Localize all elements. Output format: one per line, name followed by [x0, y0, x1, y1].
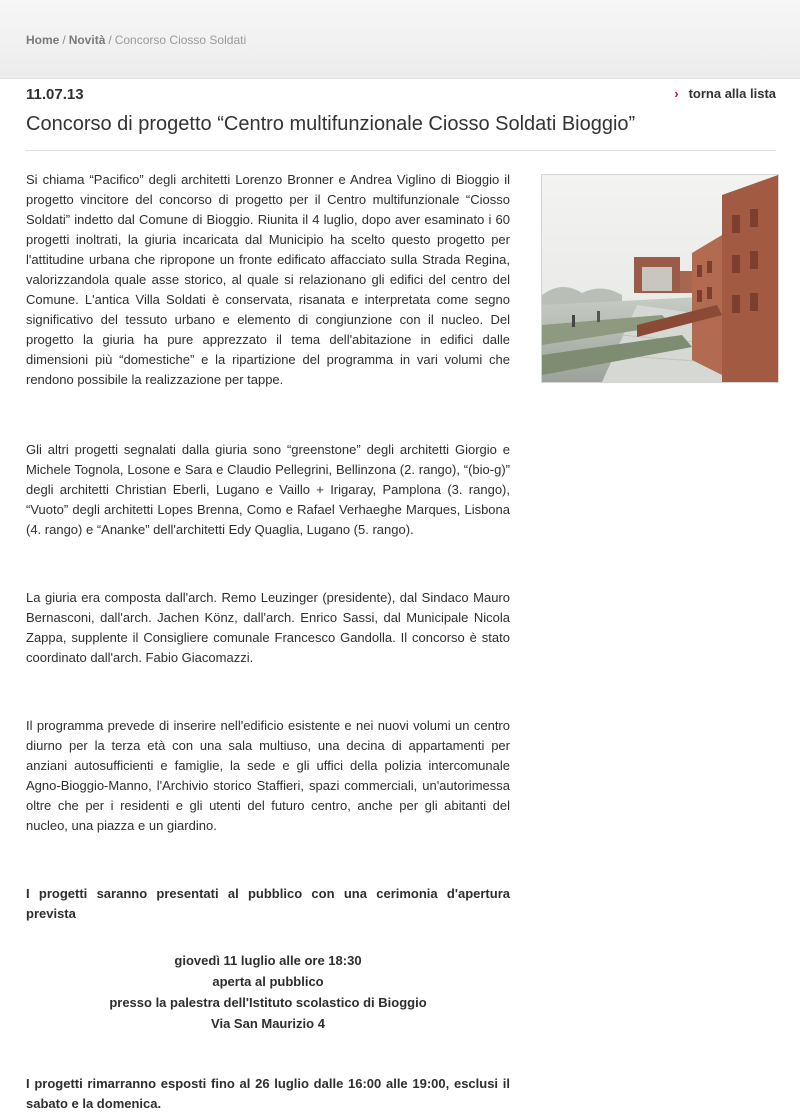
breadcrumb-current: Concorso Ciosso Soldati	[114, 33, 247, 47]
announcement-paragraph: I progetti saranno presentati al pubblico con una cerimonia d'apertura prevista	[26, 886, 510, 921]
breadcrumb	[26, 33, 246, 47]
event-access: aperta al pubblico	[212, 974, 324, 989]
project-rendering-image[interactable]	[541, 174, 779, 383]
article-paragraph: La giuria era composta dall'arch. Remo Leuzinger (presidente), dal Sindaco Mauro Bernasconi, dall'arch. Jachen Könz, dall'arch. Enrico Sassi, dal Municipale Nicola Zappa, supplente il Consigliere comunale Francesco Gandolla. Il concorso è stato coordinato dall'arch. Fabio Giacomazzi.	[26, 590, 510, 665]
article-body	[26, 170, 510, 1114]
breadcrumb-home-link[interactable]: Home	[26, 33, 60, 47]
breadcrumb-separator: /	[62, 33, 66, 47]
architecture-rendering-icon	[542, 175, 778, 382]
article-paragraph: Gli altri progetti segnalati dalla giuria sono “greenstone” degli architetti Giorgio e Michele Tognola, Losone e Sara e Claudio Pellegrini, Bellinzona (2. rango), “(bio-g)” degli architetti Christian Eberli, Lugano e Vaillo + Irigaray, Pamplona (3. rango), “Vuoto” degli architetti Lopes Brenna, Como e Rafael Verhaeghe Marques, Lisbona (4. rango) e “Ananke” dell'architetti Edy Quaglia, Lugano (5. rango).	[26, 442, 510, 537]
article-date: 11.07.13	[26, 86, 84, 103]
event-datetime: giovedì 11 luglio alle ore 18:30	[174, 953, 362, 968]
title-divider	[26, 150, 776, 151]
breadcrumb-separator: /	[108, 33, 112, 47]
chevron-right-icon: ›	[674, 86, 679, 101]
article-paragraph: Il programma prevede di inserire nell'edificio esistente e nei nuovi volumi un centro diurno per la terza età con una sala multiuso, una decina di appartamenti per anziani autosufficienti e famiglie, la sede e gli uffici della polizia intercomunale Agno-Bioggio-Manno, l'Archivio storico Staffieri, spazi commerciali, un'autorimessa oltre che per i residenti e gli utenti del futuro centro, anche per gli abitanti del nucleo, una piazza e un giardino.	[26, 718, 510, 833]
event-address: Via San Maurizio 4	[211, 1016, 325, 1031]
event-details	[26, 950, 510, 1034]
breadcrumb-bar	[0, 0, 800, 79]
breadcrumb-section-link[interactable]: Novità	[68, 33, 106, 47]
back-to-list-label: torna alla lista	[688, 86, 776, 101]
event-venue: presso la palestra dell'Istituto scolastico di Bioggio	[109, 995, 427, 1010]
page-title: Concorso di progetto “Centro multifunzionale Ciosso Soldati Bioggio”	[26, 113, 636, 135]
back-to-list-link[interactable]	[674, 86, 776, 101]
closing-paragraph: I progetti rimarranno esposti fino al 26 luglio dalle 16:00 alle 19:00, esclusi il sabato e la domenica.	[26, 1076, 510, 1111]
article-paragraph: Si chiama “Pacifico” degli architetti Lorenzo Bronner e Andrea Viglino di Bioggio il progetto vincitore del concorso di progetto per il Centro multifunzionale “Ciosso Soldati” indetto dal Comune di Bioggio. Riunita il 4 luglio, dopo aver esaminato i 60 progetti inoltrati, la giuria incaricata dal Municipio ha scelto questo progetto per l'attitudine urbana che ripropone un fronte edificato affacciato sulla Strada Regina, valorizzandola quale asse storico, al quale si relazionano gli edifici del centro del Comune. L'antica Villa Soldati è conservata, risanata e interpretata come segno significativo del tessuto urbano e elemento di congiunzione con il nucleo. Del progetto la giuria ha pure apprezzato il tema dell'abitazione in edifici dalle dimensioni più “domestiche” e la ripartizione del programma in vari volumi che rendono possibile la realizzazione per tappe.	[26, 172, 510, 387]
